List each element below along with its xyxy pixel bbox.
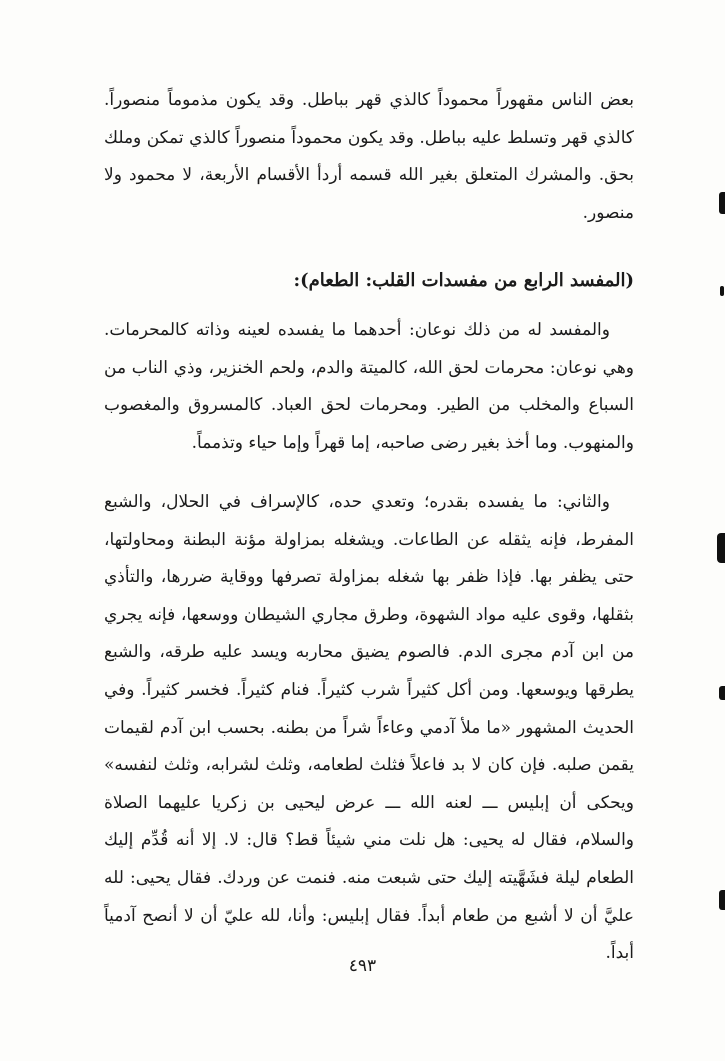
- scan-edge-mark: [719, 890, 725, 910]
- section-heading: (المفسد الرابع من مفسدات القلب: الطعام):: [293, 270, 634, 291]
- scan-edge-mark: [719, 686, 725, 700]
- page-number: ٤٩٣: [348, 956, 377, 976]
- paragraph-2: والمفسد له من ذلك نوعان: أحدهما ما يفسده لعينه وذاته كالمحرمات. وهي نوعان: محرمات لحق الله، كالميتة والدم، ولحم الخنزير، وذي الناب من السباع والمخلب من الطير. ومحرمات لحق العباد. كالمسروق والمغصوب والمنهوب. وما أخذ بغير رضى صاحبه، إما قهراً وإما حياء وتذمماً.: [104, 320, 634, 453]
- paragraph-1: بعض الناس مقهوراً محموداً كالذي قهر بباطل. وقد يكون مذموماً منصوراً. كالذي قهر وتسلط عليه بباطل. وقد يكون محموداً منصوراً كالذي تمكن وملك بحق. والمشرك المتعلق بغير الله قسمه أردأ الأقسام الأربعة، لا محمود ولا منصور.: [104, 90, 634, 223]
- scan-edge-mark: [720, 286, 724, 296]
- scan-edge-mark: [717, 533, 725, 563]
- scan-edge-mark: [719, 192, 725, 214]
- paragraph-3: والثاني: ما يفسده بقدره؛ وتعدي حده، كالإسراف في الحلال، والشبع المفرط، فإنه يثقله عن الطاعات. ويشغله بمزاولة مؤنة البطنة ومحاولتها، حتى يظفر بها. فإذا ظفر بها شغله بمزاولة تصرفها ووقاية ضررها، والتأذي بثقلها، وقوى عليه مواد الشهوة، وطرق مجاري الشيطان ووسعها، فإنه يجري من ابن آدم مجرى الدم. فالصوم يضيق محاربه ويسد عليه طرقه، والشبع يطرقها ويوسعها. ومن أكل كثيراً شرب كثيراً. فنام كثيراً. فخسر كثيراً. وفي الحديث المشهور «ما ملأ آدمي وعاءاً شراً من بطنه. بحسب ابن آدم لقيمات يقمن صلبه. فإن كان لا بد فاعلاً فثلث لطعامه، وثلث لشرابه، وثلث لنفسه» ويحكى أن إبليس ـــ لعنه الله ـــ عرض ليحيى بن زكريا عليهما الصلاة والسلام، فقال له يحيى: هل نلت مني شيئاً قط؟ قال: لا. إلا أنه قُدِّم إليك الطعام ليلة فشَهَّيته إليك حتى شبعت منه. فنمت عن وردك. فقال يحيى: لله عليَّ أن لا أشبع من طعام أبداً. فقال إبليس: وأنا، لله عليّ أن لا أنصح آدمياً أبداً.: [104, 492, 634, 964]
